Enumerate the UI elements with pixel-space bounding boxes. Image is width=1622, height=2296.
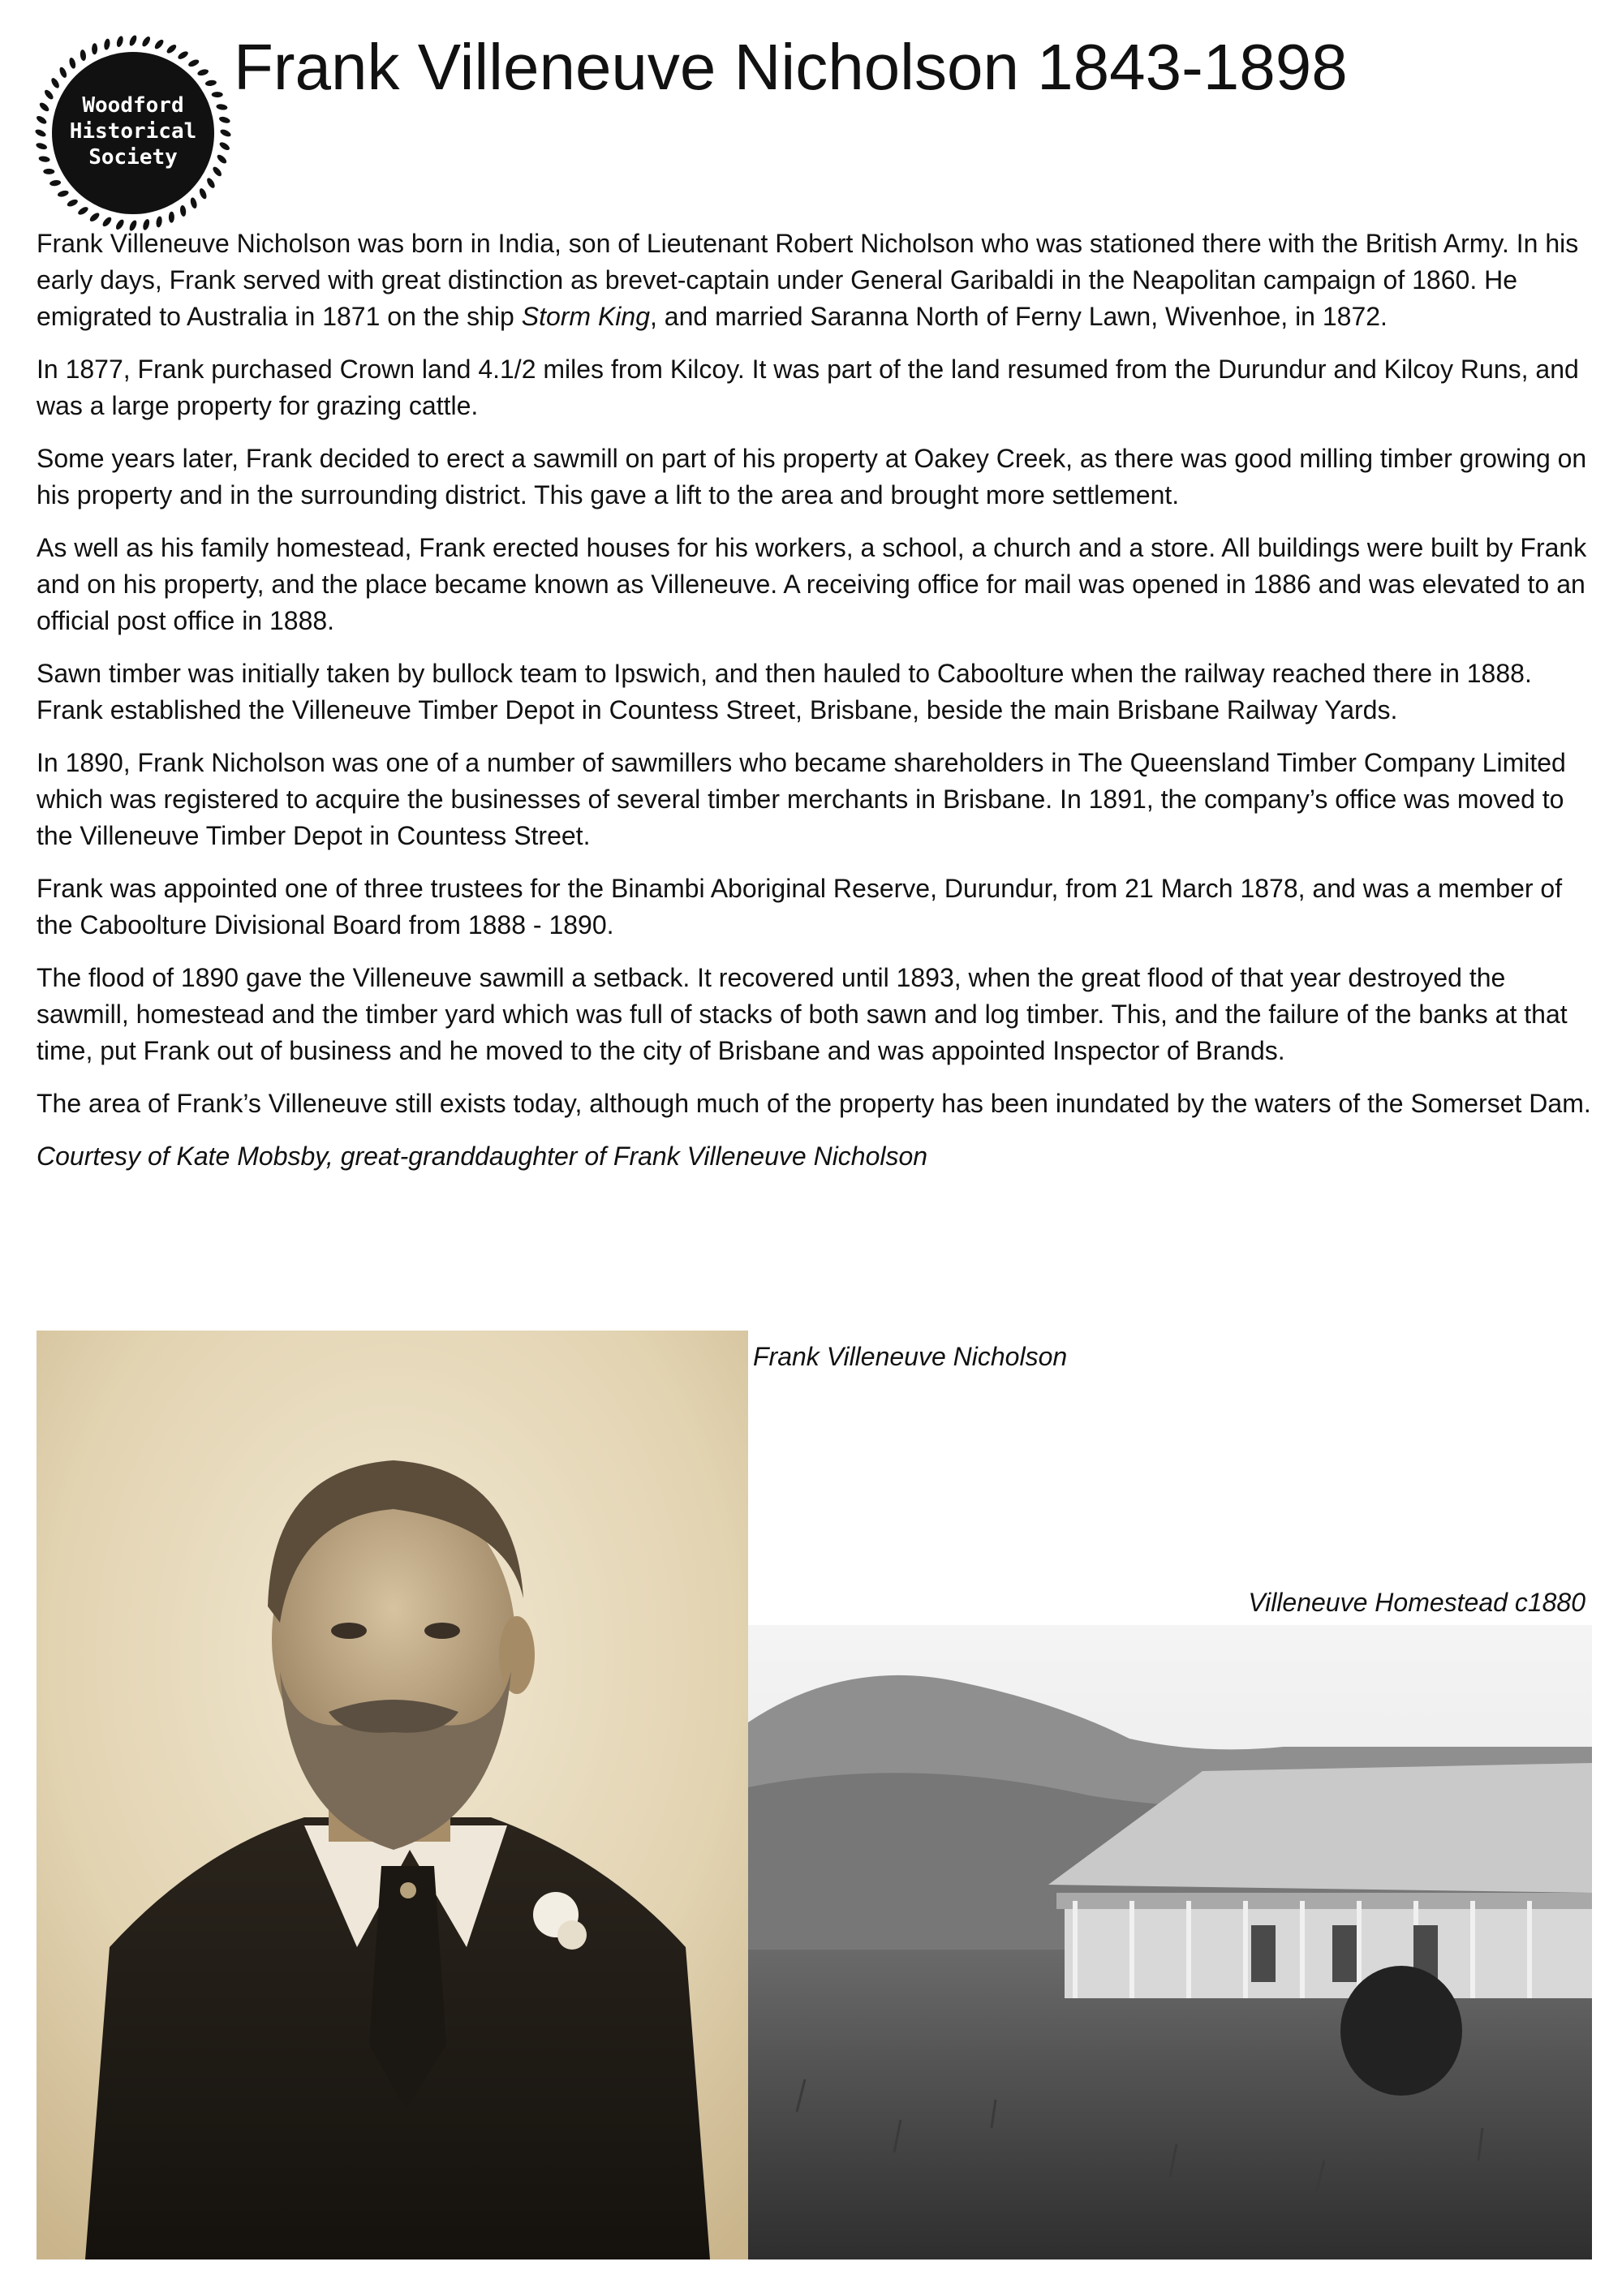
homestead-photo [748,1625,1592,2259]
paragraph-floods: The flood of 1890 gave the Villeneuve sawmill a setback. It recovered until 1893, when the great flood of that year destroyed the sawmill, homestead and the timber yard which was full of stacks of both sawn and log timber. This, and the failure of the banks at that time, put Frank out of business and he moved to the city of Brisbane and was appointed Inspector of Brands. [37,963,1568,1065]
laurel-leaf [216,153,228,166]
laurel-leaf [169,212,174,223]
laurel-leaf [49,77,60,90]
paragraph-timber-transport: Sawn timber was initially taken by bullock team to Ipswich, and then hauled to Caboolture when the railway reached there in 1888. Frank established the Villeneuve Timber Depot in Countess Street, Brisbane, beside the main Brisbane Railway Yards. [37,659,1532,724]
laurel-leaf [68,57,77,69]
laurel-leaf [140,35,152,48]
ship-name: Storm King [521,302,650,331]
laurel-leaf [43,88,54,101]
laurel-leaf [66,198,79,208]
laurel-leaf [38,101,50,114]
laurel-leaf [211,166,222,178]
laurel-leaf [92,43,97,54]
logo-line-2: Historical [69,119,197,144]
laurel-leaf [34,128,47,138]
laurel-leaf [80,49,87,62]
paragraph-sawmill: Some years later, Frank decided to erect a sawmill on part of his property at Oakey Creek, as there was good milling timber growing on his property and in the surrounding district. This gave a lift to the area and brought more settlement. [37,444,1587,510]
laurel-leaf [88,211,101,222]
article-body [37,226,1594,1191]
paragraph-birth [37,226,1594,335]
homestead-caption: Villeneuve Homestead c1880 [1248,1588,1585,1617]
laurel-leaf [35,142,47,151]
paragraph-somerset-dam: The area of Frank’s Villeneuve still exists today, although much of the property has been inundated by the waters of the Somerset Dam. [37,1089,1591,1118]
paragraph-trustee: Frank was appointed one of three trustees for the Binambi Aboriginal Reserve, Durundur, from 21 March 1878, and was a member of the Caboolture Divisional Board from 1888 - 1890. [37,874,1563,939]
laurel-leaf [197,68,209,77]
laurel-leaf [38,156,50,163]
paragraph-birth-start: Frank Villeneuve Nicholson was born in India, son of Lieutenant Robert Nicholson who was stationed there with the British Army. In his early days, Frank served with great distinction as brevet-captain under General Garibaldi in the Neapolitan campaign of 1860. He emigrated to Australia in 1871 on the ship [37,229,1579,331]
laurel-leaf [216,103,228,110]
laurel-leaf [189,197,198,209]
paragraph-timber-company: In 1890, Frank Nicholson was one of a number of sawmillers who became shareholders in The Queensland Timber Company Limited which was registered to acquire the businesses of several timber merchants in Brisbane. In 1891, the company’s office was moved to the Villeneuve Timber Depot in Countess Street. [37,748,1566,850]
laurel-leaf [57,189,69,198]
laurel-leaf [35,114,48,126]
logo-line-3: Society [88,145,178,170]
courtesy-credit: Courtesy of Kate Mobsby, great-granddaughter of Frank Villeneuve Nicholson [37,1142,928,1171]
laurel-leaf [204,80,217,87]
portrait-photo [37,1331,748,2259]
laurel-leaf [218,140,231,152]
woodford-historical-society-logo [32,32,234,234]
laurel-leaf [205,177,216,190]
laurel-leaf [218,115,230,124]
laurel-leaf [198,187,208,200]
portrait-caption: Frank Villeneuve Nicholson [753,1342,1068,1371]
laurel-leaf [77,205,90,216]
laurel-leaf [128,34,138,47]
laurel-leaf [212,92,223,97]
laurel-leaf [187,58,200,68]
laurel-leaf [49,179,62,187]
logo-line-1: Woodford [82,93,184,118]
page-title: Frank Villeneuve Nicholson 1843-1898 [234,31,1348,103]
laurel-leaf [153,38,166,50]
laurel-leaf [103,38,110,50]
logo-seal [32,32,234,234]
laurel-leaf [219,128,232,138]
paragraph-birth-end: , and married Saranna North of Ferny Lawn, Wivenhoe, in 1872. [650,302,1388,331]
laurel-leaf [58,66,68,79]
laurel-leaf [166,43,178,54]
laurel-leaf [179,204,187,217]
laurel-leaf [43,169,54,174]
paragraph-settlement: As well as his family homestead, Frank erected houses for his workers, a school, a church and a store. All buildings were built by Frank and on his property, and the place became known as Villeneuve. A receiving office for mail was opened in 1886 and was elevated to an official post office in 1888. [37,533,1587,635]
laurel-leaf [115,35,124,47]
laurel-leaf [177,49,190,60]
paragraph-land-purchase: In 1877, Frank purchased Crown land 4.1/2 miles from Kilcoy. It was part of the land resumed from the Durundur and Kilcoy Runs, and was a large property for grazing cattle. [37,355,1579,420]
